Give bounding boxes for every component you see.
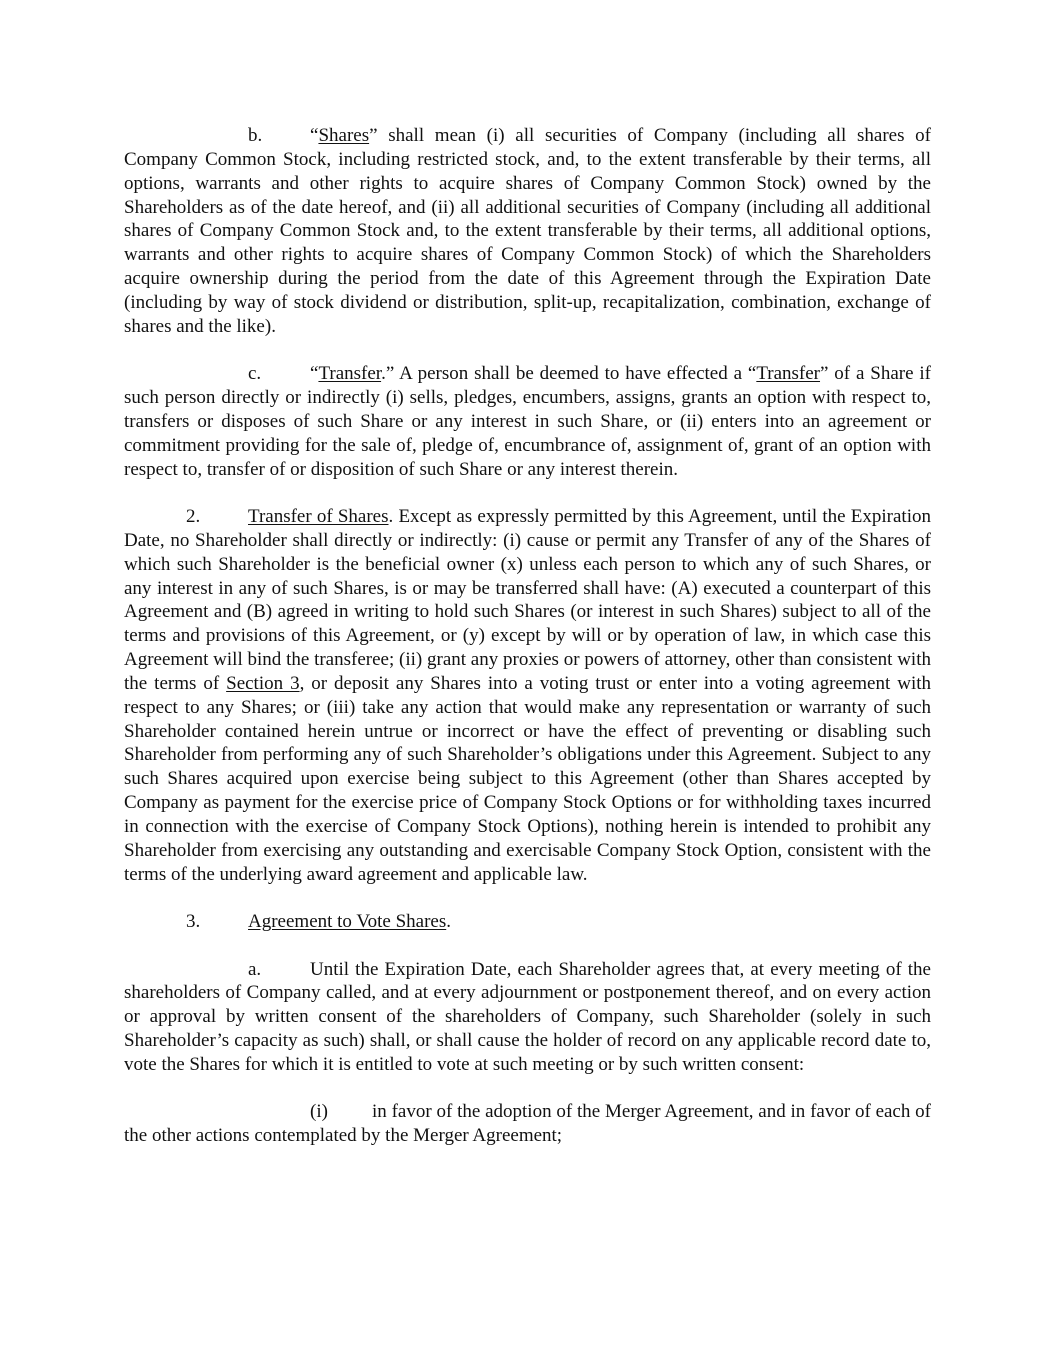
section-3-heading: 3. Agreement to Vote Shares.	[186, 911, 451, 933]
section-2-transfer-of-shares: 2. Transfer of Shares. Except as expressly permitted by this Agreement, until the Expiration Date, no Shareholder shall directly or indirectly: (i) cause or permit any Transfer of any of the Shares of which such Shareholder is the beneficial owner (x) unless each person to which any of such Shares, or any interest in any of such Shares, is or may be transferred shall have: (A) executed a counterpart of this Agreement and (B) agreed in writing to hold such Shares (or interest in such Shares) subject to all of the terms and provisions of this Agreement, or (y) except by will or by operation of law, in which case this Agreement will bind the transferee; (ii) grant any proxies or powers of attorney, other than consistent with the terms of Section 3, or deposit any Shares into a voting trust or enter into a voting agreement with respect to any Shares; or (iii) take any action that would make any representation or warranty of such Shareholder contained herein untrue or incorrect or have the effect of preventing or disabling such Shareholder from performing any of such Shareholder’s obligations under this Agreement. Subject to any such Shares acquired upon exercise being subject to this Agreement (other than Shares accepted by Company as payment for the exercise price of Company Stock Options or for withholding taxes incurred in connection with the exercise of Company Stock Options), nothing herein is intended to prohibit any Shareholder from exercising any outstanding and exercisable Company Stock Option, consistent with the terms of the underlying award agreement and applicable law.	[124, 506, 931, 885]
definition-transfer: c. “Transfer.” A person shall be deemed to have effected a “Transfer” of a Share if such person directly or indirectly (i) sells, pledges, encumbers, assigns, grants an option with respect to, transfers or disposes of such Share or any interest in such Share, or (ii) enters into an agreement or commitment providing for the sale of, pledge of, encumbrance of, assignment of, grant of an option with respect to, transfer of or disposition of such Share or any interest therein.	[124, 363, 931, 480]
definition-shares: b. “Shares” shall mean (i) all securities of Company (including all shares of Company Common Stock, including restricted stock, and, to the extent transferable by their terms, all options, warrants and other rights to acquire shares of Company Common Stock) owned by the Shareholders as of the date hereof, and (ii) all additional securities of Company (including all additional shares of Company Common Stock and, to the extent transferable by their terms, all additional options, warrants and other rights to acquire shares of Company Common Stock) of which the Shareholders acquire ownership during the period from the date of this Agreement through the Expiration Date (including by way of stock dividend or distribution, split-up, recapitalization, combination, exchange of shares and the like).	[124, 125, 931, 337]
section-heading: Agreement to Vote Shares	[248, 911, 447, 933]
para-number: c.	[248, 363, 262, 385]
section-3-reference: Section 3	[226, 672, 300, 694]
defined-term-shares: Shares	[318, 125, 370, 146]
section-3a-i: (i) in favor of the adoption of the Merger Agreement, and in favor of each of the other actions contemplated by the Merger Agreement;	[124, 1101, 931, 1147]
para-number: b.	[248, 125, 263, 146]
section-heading: Transfer of Shares	[248, 506, 389, 527]
para-number: a.	[248, 958, 262, 980]
defined-term-transfer-2: Transfer	[756, 363, 821, 385]
section-number: 2.	[186, 506, 201, 527]
section-number: 3.	[186, 911, 201, 933]
defined-term-transfer: Transfer	[318, 363, 382, 385]
para-number: (i)	[310, 1101, 328, 1123]
document-page	[124, 124, 931, 1172]
section-3a: a. Until the Expiration Date, each Shareholder agrees that, at every meeting of the shareholders of Company called, and at every adjournment or postponement thereof, and on every action or approval by written consent of the shareholders of Company, such Shareholder (solely in such Shareholder’s capacity as such) shall, or shall cause the holder of record on any applicable record date to, vote the Shares for which it is entitled to vote at such meeting or by such written consent:	[124, 958, 931, 1075]
